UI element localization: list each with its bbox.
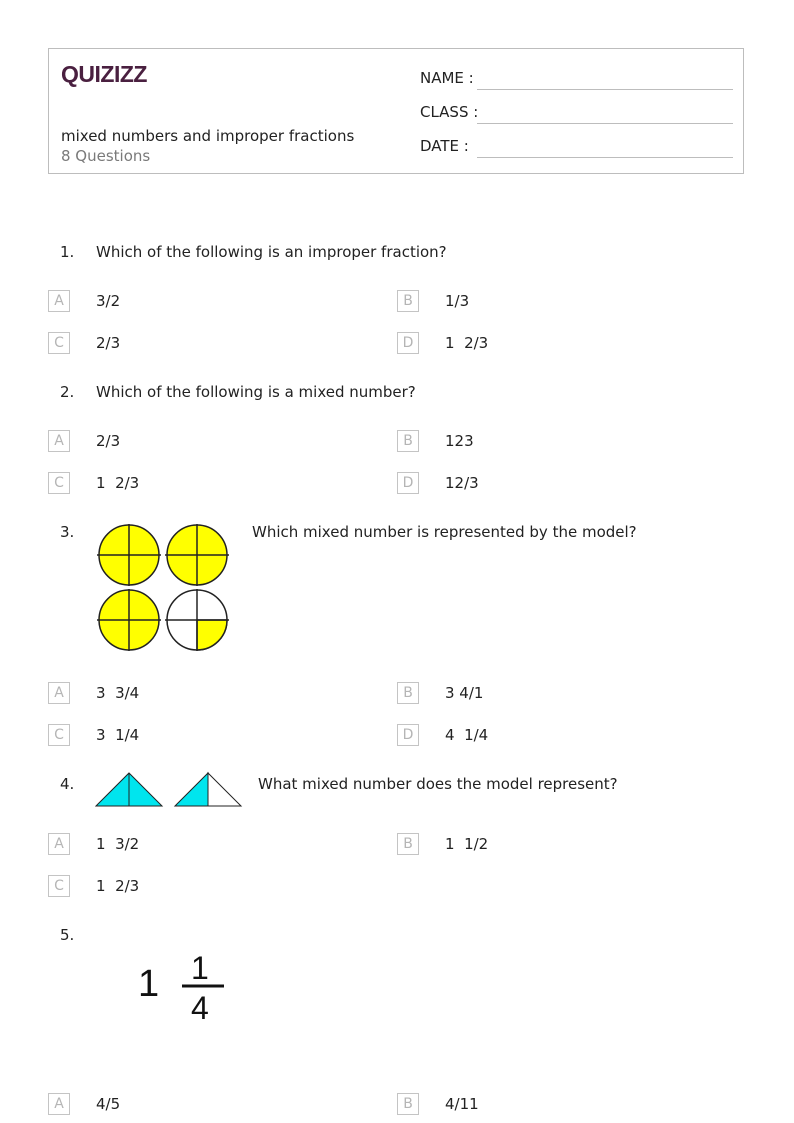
- quizizz-logo: [61, 59, 161, 89]
- option-letter[interactable]: A: [48, 833, 70, 855]
- figure-whole-number: 1: [138, 963, 160, 1005]
- class-line[interactable]: [477, 123, 733, 124]
- option-text[interactable]: 1 2/3: [96, 877, 140, 895]
- option-letter[interactable]: C: [48, 724, 70, 746]
- option-letter[interactable]: B: [397, 833, 419, 855]
- option-letter[interactable]: A: [48, 430, 70, 452]
- option-text[interactable]: 1 1/2: [445, 835, 489, 853]
- option-text[interactable]: 4/11: [445, 1095, 479, 1113]
- figure-numerator: 1: [191, 950, 209, 986]
- option-text[interactable]: 12/3: [445, 474, 479, 492]
- mixed-number-figure: [130, 948, 240, 1028]
- option-text[interactable]: 3 3/4: [96, 684, 140, 702]
- circle-whole: [97, 589, 161, 651]
- circle-whole: [165, 524, 229, 586]
- option-text[interactable]: 4 1/4: [445, 726, 489, 744]
- option-text[interactable]: 2/3: [96, 334, 121, 352]
- worksheet-title: mixed numbers and improper fractions: [61, 127, 355, 145]
- option-text[interactable]: 1/3: [445, 292, 470, 310]
- option-letter[interactable]: B: [397, 682, 419, 704]
- option-text[interactable]: 1 2/3: [445, 334, 489, 352]
- question-text: What mixed number does the model represent?: [258, 775, 618, 793]
- option-text[interactable]: 3/2: [96, 292, 121, 310]
- date-label: DATE :: [420, 137, 469, 155]
- fraction-circles-figure: [96, 524, 236, 654]
- option-text[interactable]: 3 4/1: [445, 684, 484, 702]
- option-letter[interactable]: C: [48, 472, 70, 494]
- logo-text: QUIZIZZ: [61, 61, 147, 87]
- circle-whole: [97, 524, 161, 586]
- question-count: 8 Questions: [61, 147, 151, 165]
- option-letter[interactable]: D: [397, 332, 419, 354]
- question-number: 5.: [60, 926, 75, 944]
- circle-quarter: [165, 589, 229, 651]
- question-text: Which of the following is an improper fraction?: [96, 243, 447, 261]
- figure-denominator: 4: [191, 990, 209, 1026]
- question-text: Which of the following is a mixed number?: [96, 383, 416, 401]
- option-text[interactable]: 123: [445, 432, 474, 450]
- option-letter[interactable]: A: [48, 1093, 70, 1115]
- triangle-whole: [96, 773, 162, 806]
- name-line[interactable]: [477, 89, 733, 90]
- question-number: 2.: [60, 383, 75, 401]
- class-label: CLASS :: [420, 103, 479, 121]
- option-letter[interactable]: B: [397, 430, 419, 452]
- option-letter[interactable]: B: [397, 290, 419, 312]
- worksheet-header: [48, 48, 744, 174]
- option-text[interactable]: 2/3: [96, 432, 121, 450]
- option-text[interactable]: 1 2/3: [96, 474, 140, 492]
- question-number: 1.: [60, 243, 75, 261]
- option-letter[interactable]: B: [397, 1093, 419, 1115]
- option-letter[interactable]: A: [48, 682, 70, 704]
- option-text[interactable]: 1 3/2: [96, 835, 140, 853]
- question-number: 3.: [60, 523, 75, 541]
- option-letter[interactable]: C: [48, 875, 70, 897]
- triangle-model-figure: [95, 771, 245, 809]
- option-letter[interactable]: C: [48, 332, 70, 354]
- question-text: Which mixed number is represented by the model?: [252, 523, 637, 541]
- date-line[interactable]: [477, 157, 733, 158]
- option-text[interactable]: 3 1/4: [96, 726, 140, 744]
- name-label: NAME :: [420, 69, 474, 87]
- option-letter[interactable]: A: [48, 290, 70, 312]
- option-text[interactable]: 4/5: [96, 1095, 121, 1113]
- option-letter[interactable]: D: [397, 724, 419, 746]
- option-letter[interactable]: D: [397, 472, 419, 494]
- triangle-half: [175, 773, 241, 806]
- question-number: 4.: [60, 775, 75, 793]
